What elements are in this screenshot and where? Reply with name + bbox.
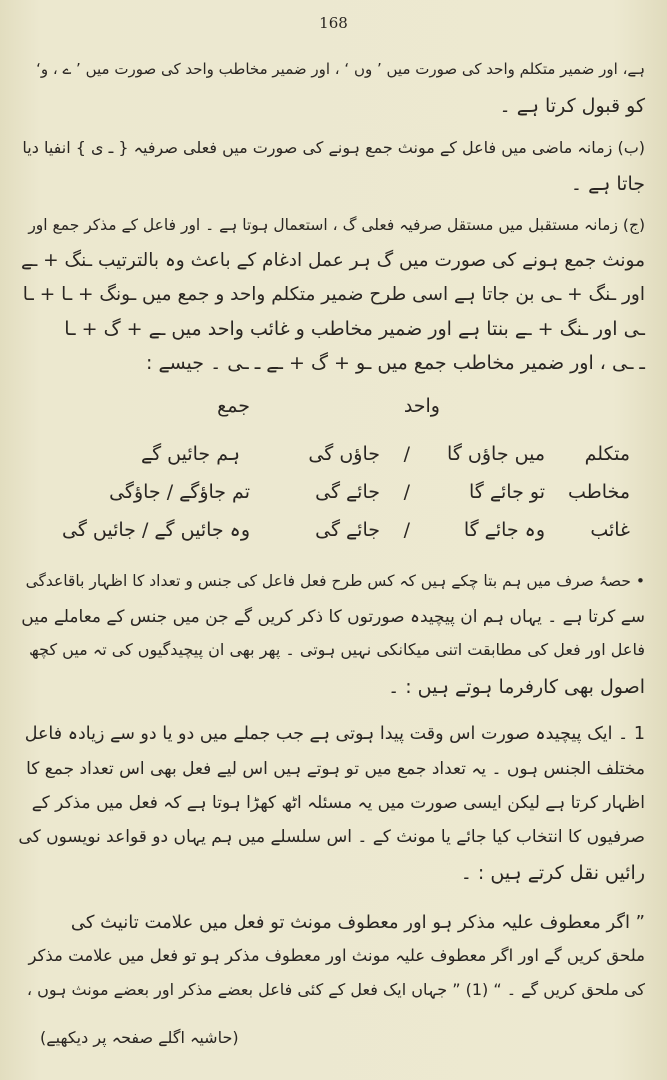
para-1-line-2: مختلف الجنس ہوں ۔ یہ تعداد جمع میں تو ہوتے ہیں اس لیے فعل بھی اس تعداد جمع کا — [26, 759, 645, 779]
para-c-line-4: ـی اور ـنگ + ـے بنتا ہے اور ضمیر مخاطب و غائب واحد میں ـے + گ + ـا — [64, 318, 645, 340]
para-c-line-5: ـ ـی ، اور ضمیر مخاطب جمع میں ـو + گ + ـے ـ ـی ۔ جیسے : — [146, 352, 645, 374]
footnote-continuation: (حاشیہ اگلے صفحہ پر دیکھیے) — [40, 1028, 239, 1047]
table-row — [40, 481, 630, 513]
person-label: غائب — [590, 519, 630, 541]
para-b-line-1: (ب) زمانہ ماضی میں فاعل کے مونث جمع ہونے کی صورت میں فعلی صرفیہ { ـ ی } انفیا دیا — [22, 138, 645, 157]
para-d-line-1: • حصۂ صرف میں ہم بتا چکے ہیں کہ کس طرح فعل فاعل کی جنس و تعداد کا اظہار باقاعدگی — [25, 572, 645, 590]
plural-form: وہ جائیں گے / جائیں گی — [61, 519, 250, 541]
para-a-line-1: ہے، اور ضمیر متکلم واحد کی صورت میں ’ وں ‘ ، اور ضمیر مخاطب واحد کی صورت میں ’ ے ، و‘ — [36, 60, 645, 78]
page-number: 168 — [319, 14, 348, 32]
quote-line-2: ملحق کریں گے اور اگر معطوف علیہ مونث اور معطوف مذکر ہو تو فعل میں علامت مذکر — [28, 946, 645, 965]
para-c-line-2: مونث جمع ہونے کی صورت میں گ ہر عمل ادغام کے باعث وہ بالترتیب ـنگ + ـے — [21, 250, 645, 271]
quote-line-3: کی ملحق کریں گے ۔ “ (1) ” جہاں ایک فعل کے کئی فاعل بعضے مذکر اور بعضے مونث ہوں ، — [26, 980, 645, 999]
para-b-line-2: جاتا ہے ۔ — [570, 173, 645, 195]
para-c-line-3: اور ـنگ + ـی بن جاتا ہے اسی طرح ضمیر متکلم واحد و جمع میں ـونگ + ـا + ـا — [22, 284, 645, 305]
person-label: مخاطب — [567, 481, 630, 503]
singular-feminine: جائے گی — [315, 481, 380, 503]
separator: / — [403, 519, 410, 541]
para-a-line-2: کو قبول کرتا ہے ۔ — [499, 95, 645, 117]
para-d-line-4: اصول بھی کارفرما ہوتے ہیں : ۔ — [388, 676, 645, 698]
para-1-line-4: صرفیوں کا انتخاب کیا جائے یا مونث کے ۔ اس سلسلے میں ہم یہاں دو قواعد نویسوں کی — [18, 827, 645, 847]
para-1-line-5: رائیں نقل کرتے ہیں : ۔ — [460, 862, 645, 884]
conjugation-table — [40, 395, 630, 565]
table-row — [40, 519, 630, 551]
para-d-line-2: سے کرتا ہے ۔ یہاں ہم ان پیچیدہ صورتوں کا ذکر کریں گے جن میں جنس کے معاملے میں — [21, 607, 645, 627]
table-row — [40, 443, 630, 475]
para-d-line-3: فاعل اور فعل کی مطابقت اتنی میکانکی نہیں ہوتی ۔ پھر بھی ان پیچیدگیوں کی تہ میں کچھ — [29, 640, 645, 659]
singular-masculine: میں جاؤں گا — [447, 443, 545, 465]
header-singular: واحد — [403, 395, 440, 417]
para-c-line-1: (ج) زمانہ مستقبل میں مستقل صرفیہ فعلی گ ، استعمال ہوتا ہے ۔ اور فاعل کے مذکر جمع اور — [28, 216, 645, 234]
singular-masculine: وہ جائے گا — [463, 519, 545, 541]
table-header-row — [40, 395, 630, 427]
quote-line-1: ” اگر معطوف علیہ مذکر ہو اور معطوف مونث تو فعل میں علامت تانیث کی — [70, 912, 645, 933]
person-label: متکلم — [584, 443, 630, 465]
plural-form: تم جاؤگے / جاؤگی — [109, 481, 250, 503]
separator: / — [403, 481, 410, 503]
singular-masculine: تو جائے گا — [469, 481, 545, 503]
singular-feminine: جاؤں گی — [308, 443, 380, 465]
header-plural: جمع — [217, 395, 250, 417]
singular-feminine: جائے گی — [315, 519, 380, 541]
para-1-line-3: اظہار کرتا ہے لیکن ایسی صورت میں یہ مسئلہ اٹھ کھڑا ہوتا ہے کہ فعل میں مذکر کے — [31, 793, 645, 813]
plural-form: ہم جائیں گے — [140, 443, 240, 465]
para-1-line-1: 1 ۔ ایک پیچیدہ صورت اس وقت پیدا ہوتی ہے جب جملے میں دو یا دو سے زیادہ فاعل — [24, 724, 645, 744]
separator: / — [403, 443, 410, 465]
